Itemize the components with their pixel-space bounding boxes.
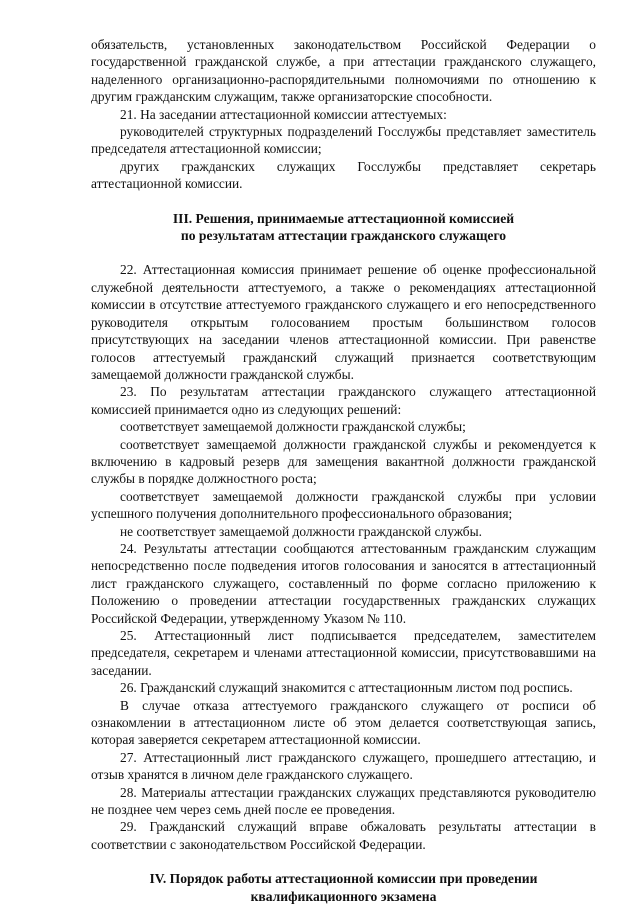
- paragraph-21-item-1: руководителей структурных подразделений Госслужбы представляет заместитель председателя аттестационной комиссии;: [91, 124, 596, 157]
- paragraph-26-refusal: В случае отказа аттестуемого гражданского служащего от росписи об ознакомлении в аттестационном листе об этом делается соответствующая запись, которая заверяется секретарем аттестационной комиссии.: [91, 697, 596, 748]
- paragraph-23-option-1: соответствует замещаемой должности гражданской службы;: [120, 419, 466, 435]
- paragraph-24: 24. Результаты аттестации сообщаются аттестованным гражданским служащим непосредственно после подведения итогов голосования и заносятся в аттестационный лист гражданского служащего, составленный по форме согласно приложению к Положению о проведении аттестации государственных гражданских служащих Российской Федерации, утвержденному Указом № 110.: [91, 540, 596, 626]
- section-4-heading: [91, 870, 596, 905]
- paragraph-23-option-4: не соответствует замещаемой должности гражданской службы.: [120, 523, 482, 539]
- paragraph-21-item-2: других гражданских служащих Госслужбы представляет секретарь аттестационной комиссии.: [91, 158, 596, 192]
- paragraph-27: 27. Аттестационный лист гражданского служащего, прошедшего аттестацию, и отзыв хранятся в личном деле гражданского служащего.: [91, 749, 596, 783]
- paragraph-23: 23. По результатам аттестации гражданского служащего аттестационной комиссией принимается одно из следующих решений:: [91, 384, 596, 417]
- paragraph-26: 26. Гражданский служащий знакомится с аттестационным листом под роспись.: [120, 680, 573, 696]
- paragraph-28: 28. Материалы аттестации гражданских служащих представляются руководителю не позднее чем через семь дней после ее проведения.: [91, 784, 596, 818]
- paragraph-21: 21. На заседании аттестационной комиссии аттестуемых:: [120, 106, 447, 122]
- document-page: [91, 36, 596, 905]
- paragraph-29: 29. Гражданский служащий вправе обжаловать результаты аттестации в соответствии с законодательством Российской Федерации.: [91, 819, 596, 852]
- paragraph-23-option-2: соответствует замещаемой должности гражданской службы и рекомендуется к включению в кадровый резерв для замещения вакантной должности гражданской службы в порядке должностного роста;: [91, 436, 596, 487]
- section-3-heading: [91, 210, 596, 245]
- section-4-heading-line-1: IV. Порядок работы аттестационной комиссии при проведении: [149, 871, 538, 887]
- section-3-body: [91, 261, 596, 853]
- paragraph-22: 22. Аттестационная комиссия принимает решение об оценке профессиональной служебной деятельности аттестуемого, а также о рекомендациях аттестационной комиссии в отсутствие аттестуемого гражданского служащего и его непосредственного руководителя открытым голосованием простым большинством голосов присутствующих на заседании членов аттестационной комиссии. При равенстве голосов аттестуемый гражданский служащий признается соответствующим замещаемой должности гражданской службы.: [91, 262, 596, 382]
- section-4-heading-line-2: квалификационного экзамена: [250, 888, 437, 904]
- paragraph-continuation: обязательств, установленных законодательством Российской Федерации о государственной гражданской службе, а при аттестации гражданского служащего, наделенного организационно-распорядительными полномочиями по отношению к другим гражданским служащим, также организаторские способности.: [91, 37, 596, 105]
- section-3-heading-line-2: по результатам аттестации гражданского служащего: [180, 228, 507, 244]
- paragraph-23-option-3: соответствует замещаемой должности гражданской службы при условии успешного получения дополнительного профессионального образования;: [91, 488, 596, 522]
- section-3-heading-line-1: III. Решения, принимаемые аттестационной комиссией: [172, 210, 515, 226]
- paragraph-25: 25. Аттестационный лист подписывается председателем, заместителем председателя, секретарем и членами аттестационной комиссии, присутствовавшими на заседании.: [91, 628, 596, 678]
